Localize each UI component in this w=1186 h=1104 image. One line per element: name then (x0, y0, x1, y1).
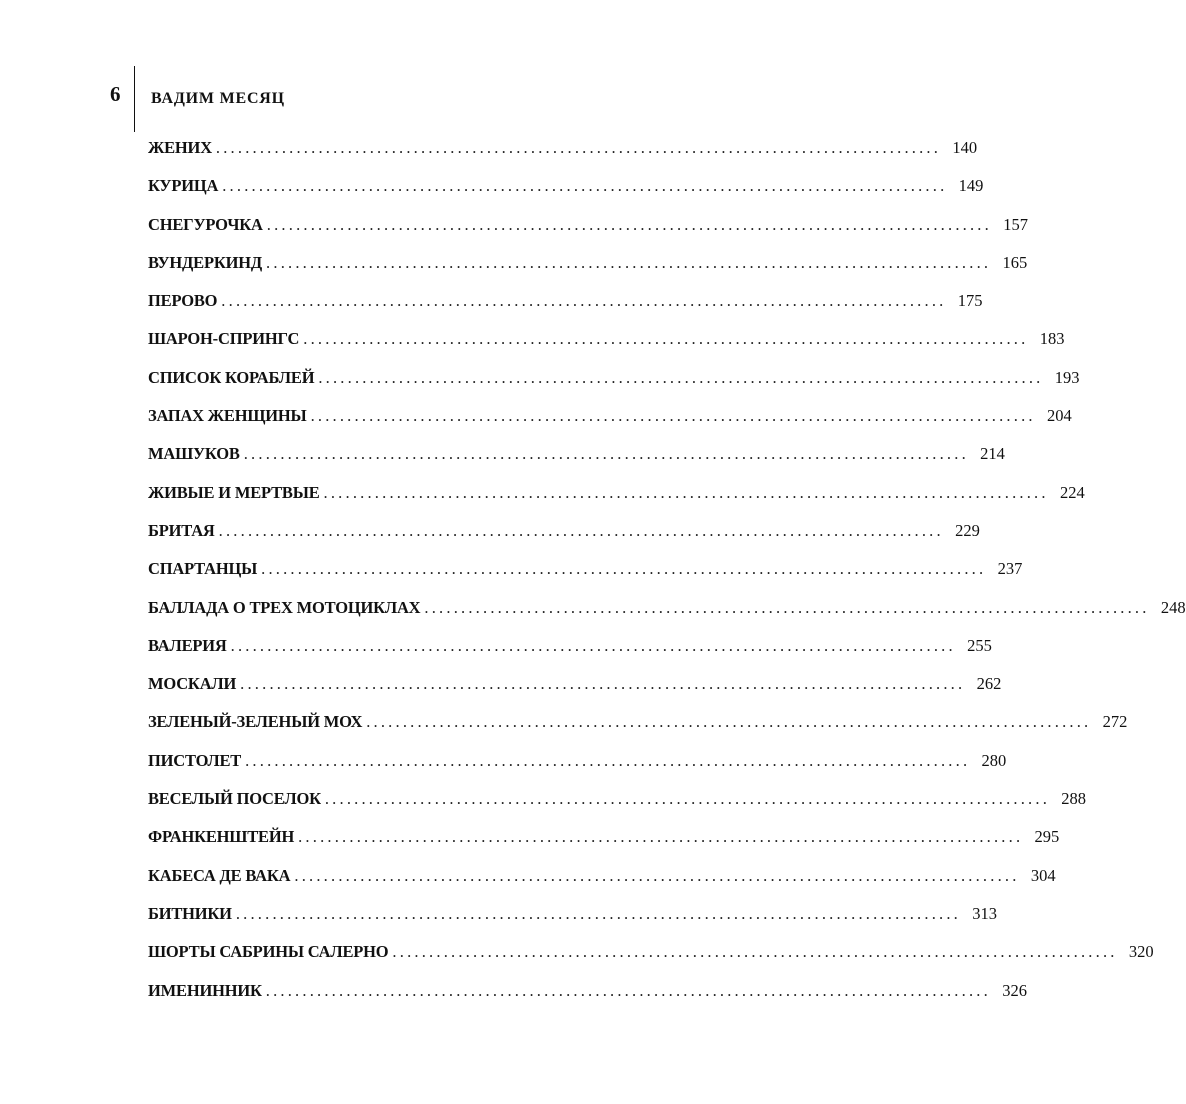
toc-entry (148, 635, 992, 673)
toc-entry (148, 367, 1080, 405)
dot-leader: ................................................................................................... (221, 291, 947, 311)
toc-entry-page: 175 (957, 291, 983, 311)
toc-entry-title: ЗЕЛЕНЫЙ-ЗЕЛЕНЫЙ МОХ (148, 712, 363, 732)
toc-entry-page: 280 (981, 750, 1007, 770)
toc-entry (148, 826, 1060, 864)
toc-entry (148, 443, 1005, 481)
toc-entry (148, 903, 998, 941)
toc-entry-page: 248 (1160, 597, 1186, 617)
table-of-contents (148, 137, 1186, 1018)
dot-leader: ................................................................................................... (215, 138, 942, 157)
toc-entry (148, 711, 1128, 749)
toc-entry (148, 252, 1028, 290)
toc-entry-title: КАБЕСА ДЕ ВАКА (148, 865, 291, 885)
toc-entry-page: 229 (955, 520, 980, 540)
toc-entry-page: 204 (1047, 406, 1072, 426)
dot-leader: ................................................................................................... (245, 750, 971, 770)
dot-leader: ................................................................................................... (318, 367, 1044, 387)
dot-leader: ................................................................................................... (235, 903, 962, 923)
toc-entry-title: СПИСОК КОРАБЛЕЙ (148, 367, 315, 387)
toc-entry-page: 224 (1059, 482, 1085, 502)
toc-entry-page: 326 (1002, 980, 1027, 1000)
toc-entry (148, 328, 1065, 366)
toc-entry (148, 405, 1072, 443)
toc-entry-page: 214 (980, 444, 1005, 464)
dot-leader: ................................................................................................... (230, 635, 956, 655)
toc-entry-title: ИМЕНИННИК (148, 980, 262, 1000)
toc-entry-title: БРИТАЯ (148, 520, 215, 540)
toc-entry-title: МОСКАЛИ (148, 674, 237, 694)
dot-leader: ................................................................................................... (266, 214, 992, 234)
toc-entry-title: КУРИЦА (148, 176, 219, 196)
toc-entry-title: ШОРТЫ САБРИНЫ САЛЕРНО (148, 942, 389, 962)
toc-entry-title: ЗАПАХ ЖЕНЩИНЫ (148, 406, 307, 426)
dot-leader: ................................................................................................... (303, 329, 1029, 349)
toc-entry-title: ПЕРОВО (148, 291, 218, 311)
toc-entry (148, 865, 1056, 903)
toc-entry-title: МАШУКОВ (148, 444, 240, 464)
dot-leader: ................................................................................................... (261, 559, 987, 579)
toc-entry (148, 980, 1027, 1018)
toc-entry-page: 140 (952, 138, 978, 157)
toc-entry (148, 788, 1087, 826)
dot-leader: ................................................................................................... (222, 176, 948, 196)
toc-entry-page: 313 (972, 903, 998, 923)
toc-entry-title: СНЕГУРОЧКА (148, 214, 263, 234)
toc-entry-title: БАЛЛАДА О ТРЕХ МОТОЦИКЛАХ (148, 597, 421, 617)
toc-entry-page: 288 (1061, 789, 1087, 809)
toc-entry-page: 183 (1039, 329, 1065, 349)
toc-entry (148, 290, 983, 328)
toc-entry-title: ВАЛЕРИЯ (148, 635, 227, 655)
toc-entry (148, 175, 984, 213)
toc-entry-page: 165 (1002, 252, 1028, 272)
dot-leader: ................................................................................................... (366, 712, 1092, 732)
toc-entry-title: ШАРОН-СПРИНГС (148, 329, 300, 349)
toc-entry-title: ВУНДЕРКИНД (148, 252, 263, 272)
toc-entry (148, 597, 1186, 635)
toc-entry-page: 295 (1034, 827, 1060, 847)
header-divider (134, 66, 135, 132)
toc-entry (148, 520, 980, 558)
running-head: ВАДИМ МЕСЯЦ (151, 90, 285, 107)
toc-entry (148, 558, 1023, 596)
dot-leader: ................................................................................................... (424, 597, 1150, 617)
dot-leader: ................................................................................................... (240, 674, 966, 694)
dot-leader: ................................................................................................... (218, 520, 944, 540)
toc-entry (148, 941, 1154, 979)
toc-entry (148, 137, 978, 175)
toc-entry-page: 193 (1054, 367, 1080, 387)
toc-entry-title: СПАРТАНЦЫ (148, 559, 258, 579)
toc-entry-title: ФРАНКЕНШТЕЙН (148, 827, 295, 847)
toc-entry-title: ЖЕНИХ (148, 138, 212, 157)
toc-entry-page: 262 (976, 674, 1002, 694)
toc-entry-page: 237 (997, 559, 1023, 579)
toc-entry (148, 750, 1007, 788)
dot-leader: ................................................................................................... (392, 942, 1118, 962)
toc-entry (148, 482, 1085, 520)
toc-entry-page: 272 (1102, 712, 1128, 732)
page-number: 6 (110, 82, 121, 106)
dot-leader: ................................................................................................... (266, 252, 992, 272)
toc-entry-title: ПИСТОЛЕТ (148, 750, 242, 770)
dot-leader: ................................................................................................... (323, 482, 1049, 502)
toc-entry-page: 304 (1030, 865, 1056, 885)
toc-entry-title: ВЕСЕЛЫЙ ПОСЕЛОК (148, 789, 321, 809)
toc-entry-page: 157 (1003, 214, 1028, 234)
toc-entry-page: 320 (1128, 942, 1154, 962)
toc-entry-page: 149 (958, 176, 984, 196)
dot-leader: ................................................................................................... (324, 789, 1051, 809)
dot-leader: ................................................................................................... (310, 406, 1036, 426)
toc-entry-title: БИТНИКИ (148, 903, 232, 923)
toc-entry-page: 255 (967, 635, 992, 655)
toc-entry-title: ЖИВЫЕ И МЕРТВЫЕ (148, 482, 320, 502)
dot-leader: ................................................................................................... (298, 827, 1024, 847)
toc-entry (148, 214, 1028, 252)
toc-entry (148, 673, 1002, 711)
dot-leader: ................................................................................................... (294, 865, 1020, 885)
dot-leader: ................................................................................................... (243, 444, 969, 464)
dot-leader: ................................................................................................... (265, 980, 991, 1000)
